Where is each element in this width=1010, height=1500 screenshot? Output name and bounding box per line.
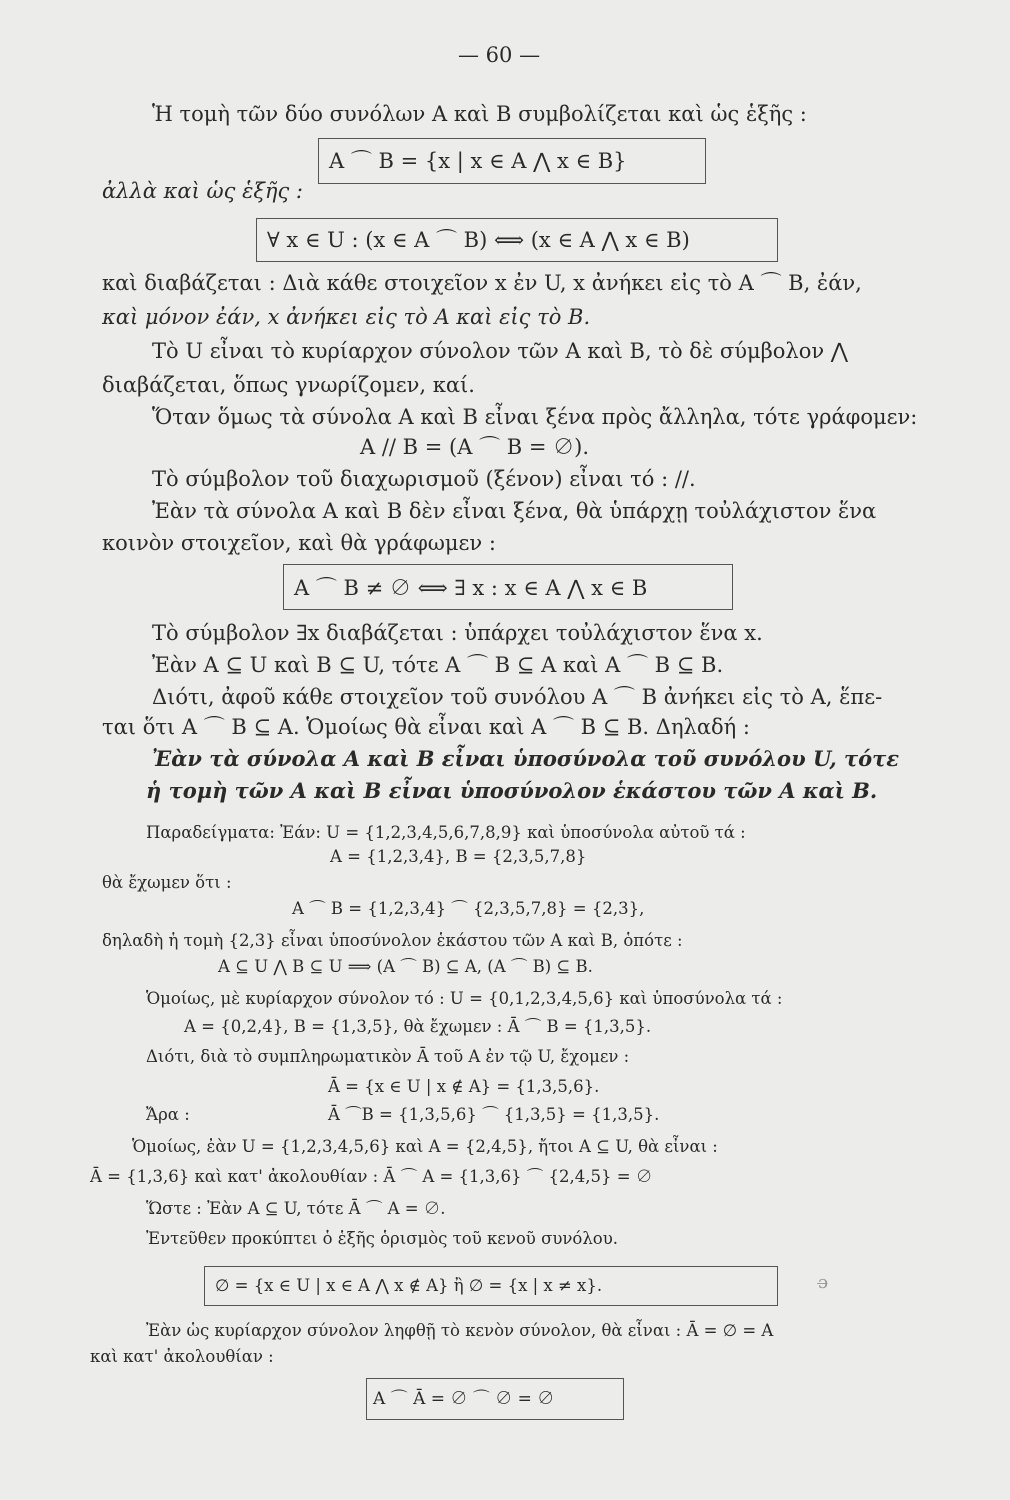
formula-box-forall (256, 218, 778, 262)
text-line: διαβάζεται, ὅπως γνωρίζομεν, καί. (102, 373, 475, 397)
example-line: Ὁμοίως, ἐὰν U = {1,2,3,4,5,6} καὶ A = {2,4,5}, ἤτοι A ⊆ U, θὰ εἶναι : (132, 1137, 718, 1156)
page-number: — 60 — (458, 43, 541, 67)
formula-box-empty-set (204, 1266, 778, 1306)
example-line: Διότι, διὰ τὸ συμπληρωματικὸν Ā τοῦ A ἐν τῷ U, ἔχομεν : (146, 1047, 630, 1066)
text-line: καὶ διαβάζεται : Διὰ κάθε στοιχεῖον x ἐν U, x ἀνήκει εἰς τὸ A ⌒ B, ἐάν, (102, 271, 862, 295)
example-line: δηλαδὴ ἡ τομὴ {2,3} εἶναι ὑποσύνολον ἑκάστου τῶν A καὶ B, ὁπότε : (102, 931, 683, 950)
example-line: Ā = {x ∈ U | x ∉ A} = {1,3,5,6}. (328, 1077, 600, 1096)
example-line: Ἐὰν ὡς κυρίαρχον σύνολον ληφθῇ τὸ κενὸν σύνολον, θὰ εἶναι : Ā = ∅ = A (146, 1321, 774, 1340)
example-line: Ἐντεῦθεν προκύπτει ὁ ἑξῆς ὁρισμὸς τοῦ κενοῦ συνόλου. (146, 1229, 618, 1248)
formula-box-exists (283, 564, 733, 610)
example-line: A ⊆ U ⋀ B ⊆ U ⟹ (A ⌒ B) ⊆ A, (A ⌒ B) ⊆ B. (218, 957, 593, 976)
text-line: ἀλλὰ καὶ ὡς ἑξῆς : (102, 179, 304, 203)
example-line: καὶ κατ' ἀκολουθίαν : (90, 1347, 274, 1366)
formula-text: ∅ = {x ∈ U | x ∈ A ⋀ x ∉ A} ἢ ∅ = {x | x ≠ x}. (215, 1276, 603, 1295)
text-line: καὶ μόνον ἐάν, x ἀνήκει εἰς τὸ A καὶ εἰς τὸ B. (102, 305, 591, 329)
formula-text: A ⌒ B = {x | x ∈ A ⋀ x ∈ B} (329, 149, 627, 173)
example-line: A = {0,2,4}, B = {1,3,5}, θὰ ἔχωμεν : Ā ⌒ B = {1,3,5}. (184, 1017, 652, 1036)
example-line: Ὁμοίως, μὲ κυρίαρχον σύνολον τό : U = {0,1,2,3,4,5,6} καὶ ὑποσύνολα τά : (146, 989, 783, 1008)
text-line: A // B = (A ⌒ B = ∅). (360, 435, 590, 459)
formula-text: A ⌒ B ≠ ∅ ⟺ ∃ x : x ∈ A ⋀ x ∈ B (294, 576, 648, 600)
text-line: κοινὸν στοιχεῖον, καὶ θὰ γράφωμεν : (102, 531, 496, 555)
text-line: Διότι, ἀφοῦ κάθε στοιχεῖον τοῦ συνόλου A ⌒ B ἀνήκει εἰς τὸ A, ἕπε- (152, 685, 883, 709)
example-line: Ā = {1,3,6} καὶ κατ' ἀκολουθίαν : Ā ⌒ A = {1,3,6} ⌒ {2,4,5} = ∅ (90, 1167, 653, 1186)
example-line: A = {1,2,3,4}, B = {2,3,5,7,8} (330, 847, 587, 866)
text-line: Τὸ σύμβολον τοῦ διαχωρισμοῦ (ξένον) εἶναι τό : //. (152, 467, 696, 491)
example-line: A ⌒ B = {1,2,3,4} ⌒ {2,3,5,7,8} = {2,3}, (292, 899, 645, 918)
theorem-line: ἡ τομὴ τῶν A καὶ B εἶναι ὑποσύνολον ἑκάστου τῶν A καὶ B. (146, 778, 878, 803)
formula-text: A ⌒ Ā = ∅ ⌒ ∅ = ∅ (373, 1389, 555, 1409)
text-line: Ἐὰν A ⊆ U καὶ B ⊆ U, τότε A ⌒ B ⊆ A καὶ A ⌒ B ⊆ B. (152, 653, 724, 677)
text-line: Ἐὰν τὰ σύνολα A καὶ B δὲν εἶναι ξένα, θὰ ὑπάρχῃ τοὐλάχιστον ἕνα (152, 499, 877, 523)
formula-box-intersection (318, 138, 706, 184)
margin-mark: ɔ̶ (818, 1272, 829, 1293)
theorem-line: Ἐὰν τὰ σύνολα A καὶ B εἶναι ὑποσύνολα τοῦ συνόλου U, τότε (152, 746, 899, 771)
example-line: Ἄρα : (146, 1105, 190, 1124)
text-line: Ὅταν ὅμως τὰ σύνολα A καὶ B εἶναι ξένα πρὸς ἄλληλα, τότε γράφομεν: (152, 405, 918, 429)
example-line: Παραδείγματα: Ἐάν: U = {1,2,3,4,5,6,7,8,9} καὶ ὑποσύνολα αὐτοῦ τά : (146, 823, 746, 842)
example-line: Ā ⌒B = {1,3,5,6} ⌒ {1,3,5} = {1,3,5}. (328, 1105, 660, 1124)
formula-box-final (366, 1378, 624, 1420)
example-line: Ὥστε : Ἐὰν A ⊆ U, τότε Ā ⌒ A = ∅. (146, 1199, 446, 1218)
formula-text: ∀ x ∈ U : (x ∈ A ⌒ B) ⟺ (x ∈ A ⋀ x ∈ B) (267, 228, 690, 252)
text-line: ται ὅτι A ⌒ B ⊆ A. Ὁμοίως θὰ εἶναι καὶ A ⌒ B ⊆ B. Δηλαδή : (102, 715, 750, 739)
text-line: Τὸ σύμβολον ∃x διαβάζεται : ὑπάρχει τοὐλάχιστον ἕνα x. (152, 621, 763, 645)
text-line: Τὸ U εἶναι τὸ κυρίαρχον σύνολον τῶν A καὶ B, τὸ δὲ σύμβολον ⋀ (152, 339, 849, 363)
example-line: θὰ ἔχωμεν ὅτι : (102, 873, 232, 892)
text-line: Ἡ τομὴ τῶν δύο συνόλων A καὶ B συμβολίζεται καὶ ὡς ἑξῆς : (152, 102, 807, 126)
